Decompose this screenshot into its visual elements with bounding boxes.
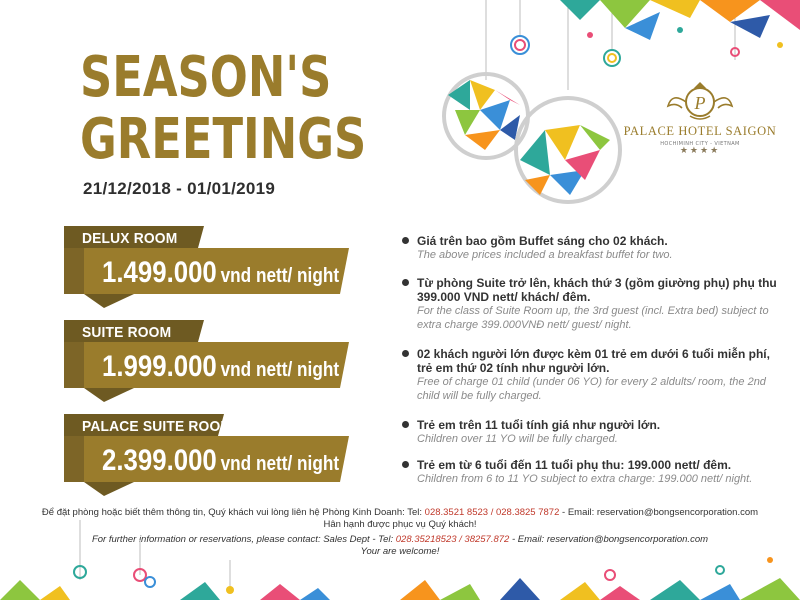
list-item (402, 347, 782, 403)
phone-number[interactable]: 028.35218523 / 38257.872 (395, 534, 510, 545)
room-name: PALACE SUITE ROOM (82, 418, 233, 435)
room-name: SUITE ROOM (82, 324, 172, 341)
title-line-1: SEASON'S (80, 45, 332, 110)
hotel-stars: ★★★★ (679, 146, 721, 156)
date-range: 21/12/2018 - 01/01/2019 (83, 179, 276, 198)
room-price-value: 2.399.000 (102, 444, 217, 477)
bullet-icon (402, 350, 409, 357)
bullet-icon (402, 421, 409, 428)
room-price (102, 444, 339, 478)
note-vietnamese: Trẻ em trên 11 tuổi tính giá như người lớn. (417, 418, 661, 432)
note-vietnamese: Giá trên bao gồm Buffet sáng cho 02 khách. (417, 234, 668, 248)
footer-text: Để đặt phòng hoặc biết thêm thông tin, Quý khách vui lòng liên hệ Phòng Kinh Doanh: Tel: (41, 507, 425, 518)
note-english: For the class of Suite Room up, the 3rd guest (incl. Extra bed) subject to extra charge 399.000VNĐ nett/ guest/ night. (417, 305, 769, 331)
bullet-icon (402, 237, 409, 244)
phone-number[interactable]: 028.3521 8523 / 028.3825 7872 (424, 507, 560, 518)
room-price (102, 350, 339, 384)
bottom-ornament-decoration (0, 520, 800, 600)
room-price-value: 1.499.000 (102, 256, 217, 289)
hotel-crest-icon (620, 78, 780, 124)
list-item (402, 234, 673, 262)
list-item (402, 276, 782, 332)
title-line-2: GREETINGS (80, 107, 367, 172)
note-english: Children over 11 YO will be fully charged. (417, 433, 618, 445)
note-vietnamese: Từ phòng Suite trở lên, khách thứ 3 (gồm giường phụ) phụ thu 399.000 VND nett/ khách/ đêm. (417, 276, 777, 304)
note-vietnamese: Trẻ em từ 6 tuổi đến 11 tuổi phụ thu: 199.000 nett/ đêm. (417, 458, 732, 472)
room-banner-delux (64, 226, 364, 316)
room-price (102, 256, 339, 290)
email-text[interactable]: - Email: reservation@bongsencorporation.com (559, 507, 759, 518)
list-item (402, 418, 660, 446)
room-banner-palace-suite (64, 414, 364, 504)
hotel-subtitle: HOCHIMINH CITY - VIETNAM (660, 141, 740, 147)
ornament-icon (516, 98, 620, 202)
bullet-icon (402, 461, 409, 468)
room-price-value: 1.999.000 (102, 350, 217, 383)
footer-text: For further information or reservations, please contact: Sales Dept - Tel: (91, 534, 396, 545)
room-price-unit: vnd nett/ night (220, 359, 340, 381)
room-name: DELUX ROOM (82, 230, 178, 247)
room-price-unit: vnd nett/ night (220, 453, 340, 475)
hotel-name: PALACE HOTEL SAIGON (623, 124, 777, 138)
list-item (402, 458, 752, 486)
footer-vi-line1 (20, 507, 780, 519)
email-text[interactable]: - Email: reservation@bongsencorporation.com (509, 534, 709, 545)
room-banner-suite (64, 320, 364, 410)
note-english: The above prices included a breakfast buffet for two. (417, 249, 673, 261)
hotel-monogram: P (694, 93, 706, 113)
room-price-unit: vnd nett/ night (220, 265, 340, 287)
bullet-icon (402, 279, 409, 286)
footer-vi-line2: Hân hạnh được phục vụ Quý khách! (323, 519, 477, 530)
hotel-logo (620, 78, 780, 158)
note-english: Children from 6 to 11 YO subject to extra charge: 199.000 nett/ night. (417, 473, 753, 485)
footer-en-line2: Your are welcome! (360, 546, 440, 557)
note-english: Free of charge 01 child (under 06 YO) for every 2 aldults/ room, the 2nd child will be fully charged. (417, 376, 766, 402)
note-vietnamese: 02 khách người lớn được kèm 01 trẻ em dưới 6 tuổi miễn phí, trẻ em thứ 02 tính như người lớn. (417, 347, 770, 375)
